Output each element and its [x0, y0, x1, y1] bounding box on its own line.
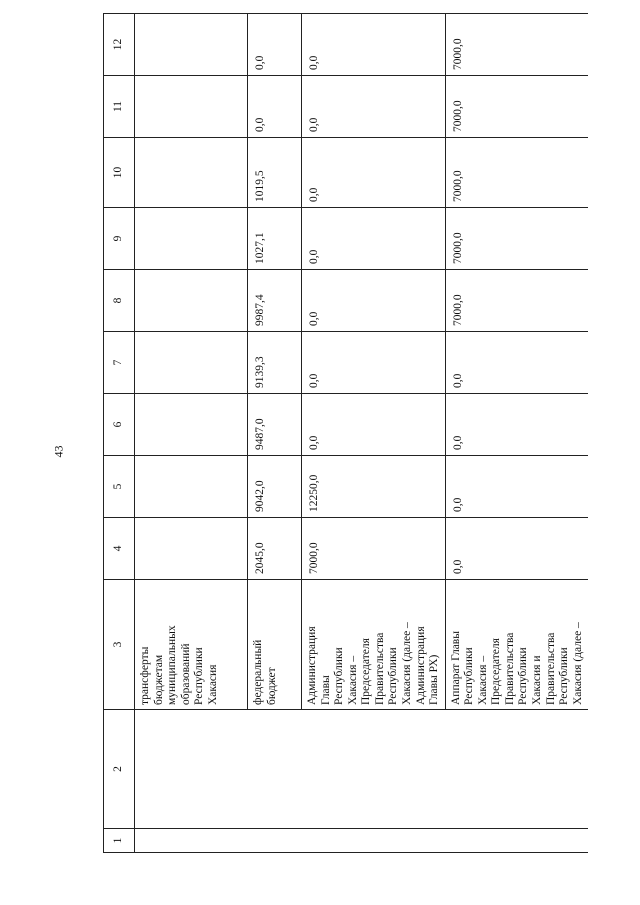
value-cell: [135, 394, 248, 456]
page-number: 43: [51, 445, 66, 458]
column-header: 6: [104, 394, 135, 456]
column-header: 2: [104, 710, 135, 829]
value-cell: 0,0: [302, 14, 446, 76]
label-line: Администрация: [306, 626, 318, 705]
value-cell: [135, 270, 248, 332]
column-header: 10: [104, 138, 135, 208]
value-cell: 9987,4: [248, 270, 302, 332]
column-header: 7: [104, 332, 135, 394]
label-line: Республики: [463, 647, 476, 705]
value-cell: 0,0: [248, 14, 302, 76]
value-cell: 12250,0: [302, 456, 446, 518]
value-cell: 0,0: [302, 138, 446, 208]
value-cell: [135, 138, 248, 208]
label-line: Правительства: [544, 632, 557, 705]
rotated-table-container: [103, 23, 587, 853]
column-header: 5: [104, 456, 135, 518]
value-cell: 9487,0: [248, 394, 302, 456]
label-line: Республики: [333, 647, 346, 705]
label-line: Правительства: [503, 632, 516, 705]
column-header: 1: [104, 829, 135, 853]
label-line: Хакасия (далее –: [400, 622, 413, 705]
value-cell: [135, 76, 248, 138]
value-cell: 0,0: [302, 76, 446, 138]
label-line: Аппарат Главы: [449, 631, 462, 705]
label-line: Главы: [319, 675, 332, 705]
value-cell: 9139,3: [248, 332, 302, 394]
value-cell: 0,0: [445, 456, 588, 518]
budget-table: [103, 13, 588, 853]
label-line: трансферты: [139, 646, 151, 705]
label-line: Республики: [558, 647, 571, 705]
value-cell: 7000,0: [445, 14, 588, 76]
value-cell: [135, 456, 248, 518]
label-line: Республики: [517, 647, 530, 705]
value-cell: 9042,0: [248, 456, 302, 518]
column-header: 12: [104, 14, 135, 76]
label-line: Главы РХ): [428, 654, 441, 705]
value-cell: 0,0: [445, 518, 588, 580]
column-header: 4: [104, 518, 135, 580]
value-cell: 0,0: [302, 270, 446, 332]
label-line: Хакасия и: [531, 655, 543, 705]
label-line: Администрация: [414, 626, 427, 705]
label-line: Председателя: [360, 638, 373, 705]
value-cell: 0,0: [302, 394, 446, 456]
value-cell: 7000,0: [445, 208, 588, 270]
label-line: Хакасия –: [476, 655, 489, 705]
value-cell: [135, 14, 248, 76]
column-header: 8: [104, 270, 135, 332]
column-header: 9: [104, 208, 135, 270]
value-cell: 0,0: [445, 394, 588, 456]
value-cell: 1019,5: [248, 138, 302, 208]
value-cell: 0,0: [248, 76, 302, 138]
value-cell: 1027,1: [248, 208, 302, 270]
label-line: Председателя: [490, 638, 503, 705]
label-line: бюджетам: [152, 654, 165, 705]
label-line: бюджет: [265, 667, 278, 705]
label-line: Хакасия: [206, 664, 219, 705]
cell-col1: [135, 829, 589, 853]
column-header: 11: [104, 76, 135, 138]
value-cell: 7000,0: [445, 138, 588, 208]
cell-col2: [135, 710, 589, 829]
header-row: [104, 14, 135, 853]
label-line: Республики: [193, 647, 206, 705]
value-cell: 7000,0: [445, 76, 588, 138]
row-label: [248, 580, 302, 710]
value-cell: 7000,0: [302, 518, 446, 580]
table-row: [135, 14, 248, 853]
label-line: Хакасия (далее –: [571, 622, 584, 705]
label-line: Хакасия –: [346, 655, 359, 705]
value-cell: [135, 518, 248, 580]
label-line: федеральный: [252, 639, 264, 705]
label-line: образований: [179, 643, 192, 705]
value-cell: [135, 208, 248, 270]
row-label: [445, 580, 588, 710]
row-label: [135, 580, 248, 710]
value-cell: 0,0: [445, 332, 588, 394]
value-cell: [135, 332, 248, 394]
label-line: Правительства: [373, 632, 386, 705]
label-line: муниципальных: [166, 625, 179, 705]
label-line: Республики: [387, 647, 400, 705]
column-header: 3: [104, 580, 135, 710]
value-cell: 2045,0: [248, 518, 302, 580]
value-cell: 7000,0: [445, 270, 588, 332]
value-cell: 0,0: [302, 208, 446, 270]
value-cell: 0,0: [302, 332, 446, 394]
row-label: [302, 580, 446, 710]
